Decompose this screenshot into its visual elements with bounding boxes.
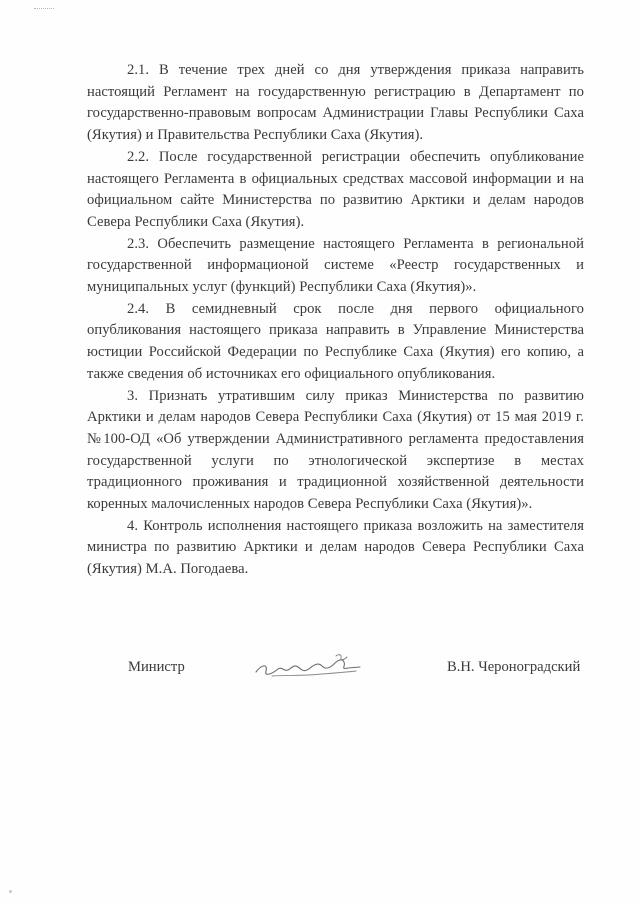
document-body xyxy=(87,60,584,581)
paragraph-2-2: 2.2. После государственной регистрации обеспечить опубликование настоящего Регламента в официальных средствах массовой информации и на официальном сайте Министерства по развитию Арктики и делам народов Севера Республики Саха (Якутия). xyxy=(87,148,584,230)
paragraph-2-4: 2.4. В семидневный срок после дня первого официального опубликования настоящего приказа направить в Управление Министерства юстиции Российской Федерации по Республике Саха (Якутия) его копию, а также сведения об источниках его официального опубликования. xyxy=(87,300,584,382)
paragraph-2-3: 2.3. Обеспечить размещение настоящего Регламента в региональной государственной информационой системе «Реестр государственных и муниципальных услуг (функций) Республики Саха (Якутия)». xyxy=(87,235,584,296)
handwritten-signature xyxy=(252,650,364,682)
signer-title: Министр xyxy=(128,659,185,675)
signer-name: В.Н. Чероноградский xyxy=(447,659,581,675)
signature-block xyxy=(0,650,640,690)
paragraph-4: 4. Контроль исполнения настоящего приказа возложить на заместителя министра по развитию Арктики и делам народов Севера Республики Саха (Якутия) М.А. Погодаева. xyxy=(87,517,584,578)
scan-artifact xyxy=(34,8,54,10)
paragraph-2-1: 2.1. В течение трех дней со дня утверждения приказа направить настоящий Регламент на государственную регистрацию в Департамент по государственно-правовым вопросам Администрации Главы Республики Саха (Якутия) и Правительства Республики Саха (Якутия). xyxy=(87,62,584,144)
paragraph-3: 3. Признать утратившим силу приказ Министерства по развитию Арктики и делам народов Севера Республики Саха (Якутия) от 15 мая 2019 г. №100-ОД «Об утверждении Административного регламента предоставления государственной услуги по этнологической экспертизе в местах традиционного проживания и традиционной хозяйственной деятельности коренных малочисленных народов Севера Республики Саха (Якутия)». xyxy=(87,387,584,513)
scan-artifact xyxy=(9,890,12,893)
